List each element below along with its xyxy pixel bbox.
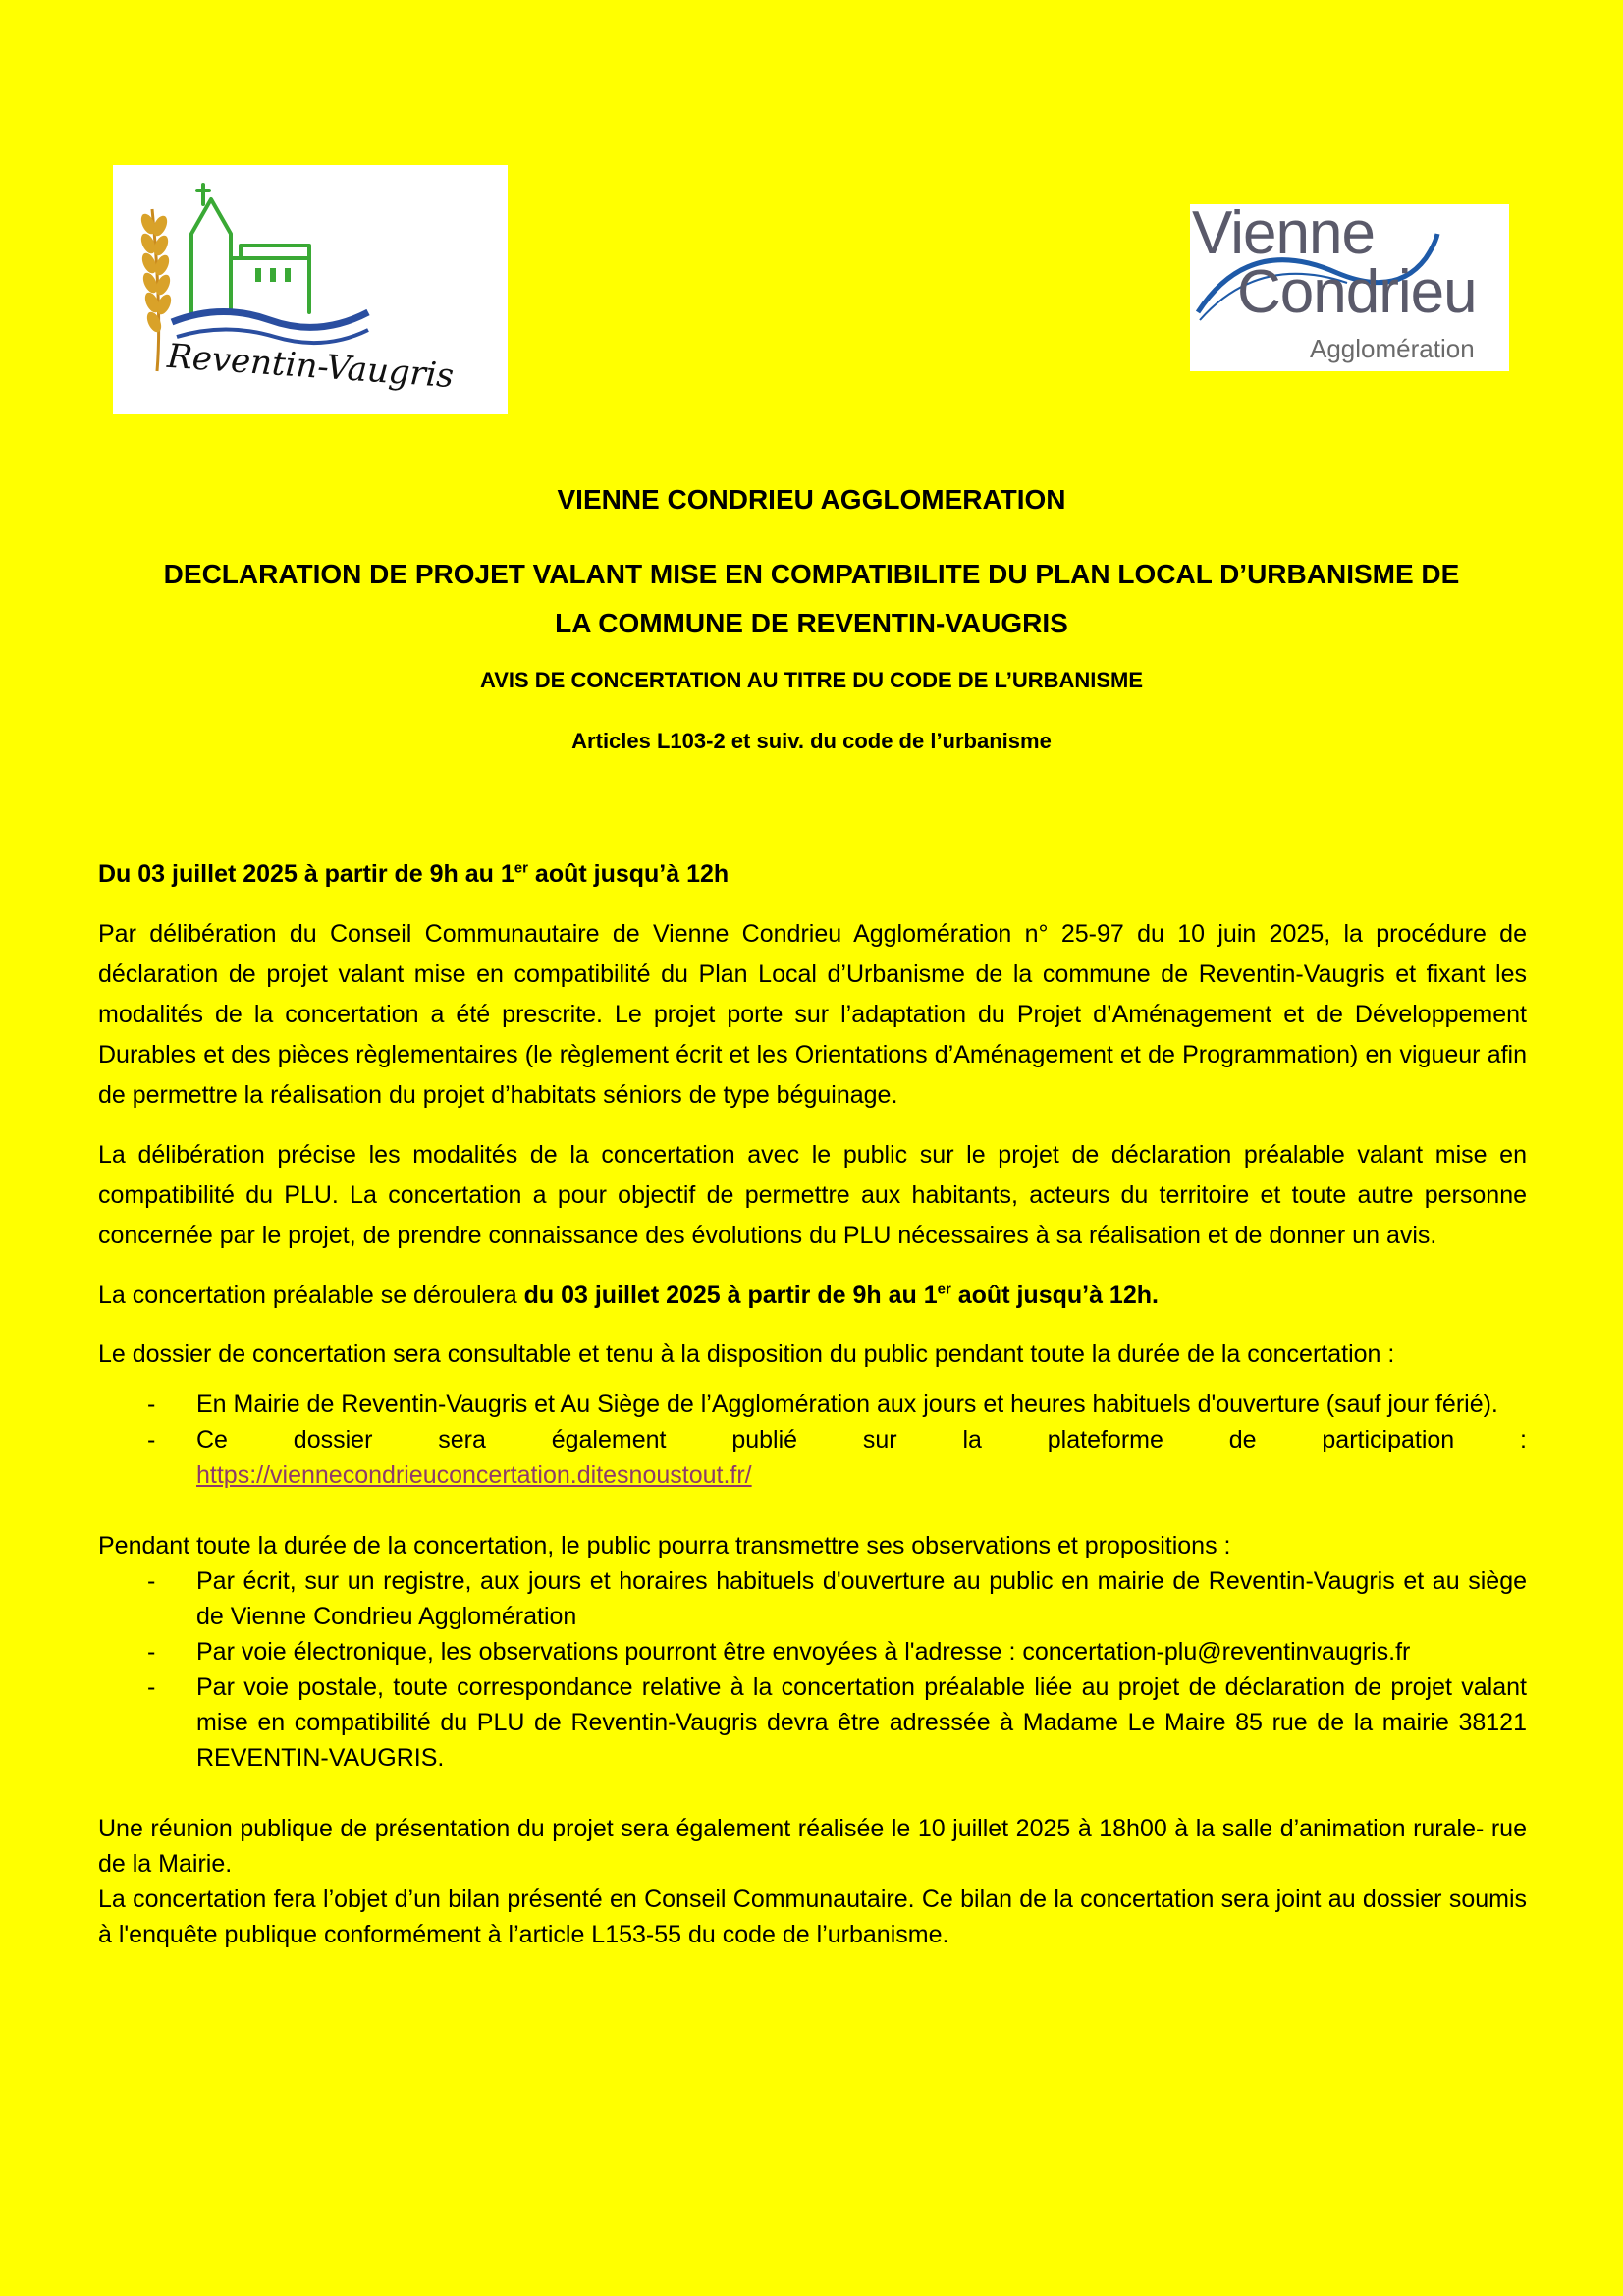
list-item: - Par voie postale, toute correspondance relative à la concertation préalable liée au projet de déclaration de projet valant mise en compatibilité du PLU de Reventin-Vaugris devra être adressée à Madame Le Maire 85 rue de la mairie 38121 REVENTIN-VAUGRIS. [98,1669,1527,1776]
paragraph-dossier: Le dossier de concertation sera consultable et tenu à la disposition du public pendant toute la durée de la concertation : [98,1340,1395,1368]
observations-intro: Pendant toute la durée de la concertation, le public pourra transmettre ses observations et propositions : [98,1532,1231,1559]
legal-articles: Articles L103-2 et suiv. du code de l’urbanisme [571,729,1052,753]
brand-line-2: Condrieu [1237,258,1477,326]
document-title [98,550,1525,648]
vienne-condrieu-logo [1190,199,1509,371]
observations-list [98,1563,1527,1776]
document-body [98,854,1527,1952]
participation-link[interactable]: https://viennecondrieuconcertation.ditesnoustout.fr/ [196,1461,752,1489]
list-item: - Par voie électronique, les observations pourront être envoyées à l'adresse : concertation-plu@reventinvaugris.fr [98,1634,1527,1669]
logo-left-text: Reventin-Vaugris [165,336,456,397]
brand-line-1: Vienne [1192,199,1375,267]
list-item: - Ce dossier sera également publié sur la plateforme de participation : https://viennecondrieuconcertation.ditesnoustout.fr/ [98,1422,1527,1493]
list-item: - En Mairie de Reventin-Vaugris et Au Siège de l’Agglomération aux jours et heures habituels d'ouverture (sauf jour férié). [98,1387,1527,1422]
reventin-vaugris-logo [113,165,508,414]
paragraph-public-meeting: Une réunion publique de présentation du projet sera également réalisée le 10 juillet 2025 à 18h00 à la salle d’animation rurale- rue de la Mairie. [98,1815,1527,1878]
organization-heading: VIENNE CONDRIEU AGGLOMERATION [557,484,1066,515]
paragraph-modalities: La délibération précise les modalités de la concertation avec le public sur le projet de déclaration préalable valant mise en compatibilité du PLU. La concertation a pour objectif de permettre aux habitants, acteurs du territoire et toute autre personne concernée par le projet, de prendre connaissance des évolutions du PLU nécessaires à sa réalisation et de donner un avis. [98,1141,1527,1249]
list-item: - Par écrit, sur un registre, aux jours et horaires habituels d'ouverture au public en mairie de Reventin-Vaugris et au siège de Vienne Condrieu Agglomération [98,1563,1527,1634]
concertation-dates: Du 03 juillet 2025 à partir de 9h au 1er août jusqu’à 12h [98,859,730,888]
paragraph-report: La concertation fera l’objet d’un bilan présenté en Conseil Communautaire. Ce bilan de la concertation sera joint au dossier soumis à l'enquête publique conformément à l’article L153-55 du code de l’urbanisme. [98,1886,1527,1948]
brand-line-3: Agglomération [1310,334,1475,363]
title-line-1: DECLARATION DE PROJET VALANT MISE EN COMPATIBILITE DU PLAN LOCAL D’URBANISME DE [163,559,1460,589]
paragraph-deliberation: Par délibération du Conseil Communautaire de Vienne Condrieu Agglomération n° 25-97 du 10 juin 2025, la procédure de déclaration de projet valant mise en compatibilité du Plan Local d’Urbanisme de la commune de Reventin-Vaugris et fixant les modalités de la concertation a été prescrite. Le projet porte sur l’adaptation du Projet d’Aménagement et de Développement Durables et des pièces règlementaires (le règlement écrit et les Orientations d’Aménagement et de Programmation) en vigueur afin de permettre la réalisation du projet d’habitats séniors de type béguinage. [98,920,1527,1109]
title-line-2: LA COMMUNE DE REVENTIN-VAUGRIS [555,608,1068,638]
closing-section [98,1811,1527,1952]
consultation-list [98,1387,1527,1493]
paragraph-schedule: La concertation préalable se déroulera du 03 juillet 2025 à partir de 9h au 1er août jusqu’à 12h. [98,1281,1159,1309]
notice-subtitle: AVIS DE CONCERTATION AU TITRE DU CODE DE L’URBANISME [479,668,1144,692]
